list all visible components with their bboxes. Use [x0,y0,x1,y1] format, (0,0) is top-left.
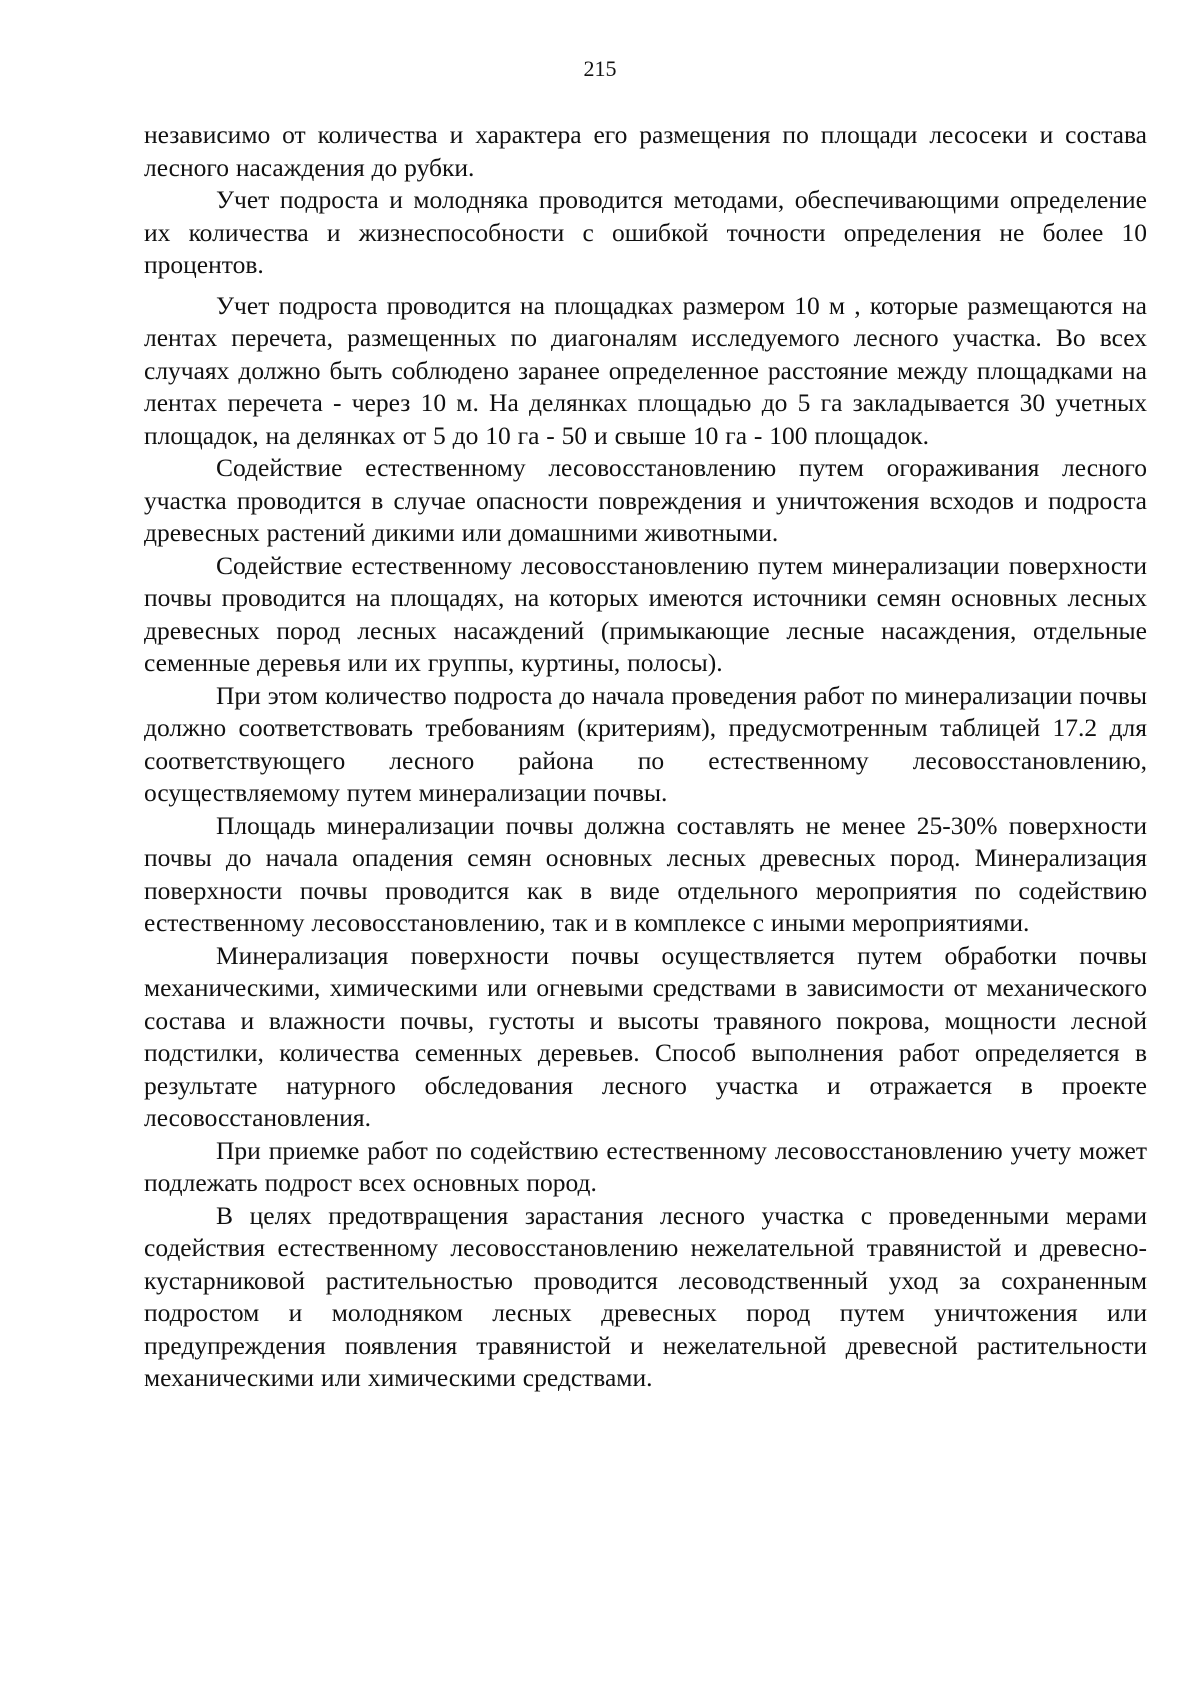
paragraph-4: Содействие естественному лесовосстановлению путем огораживания лесного участка проводится в случае опасности повреждения и уничтожения всходов и подроста древесных растений дикими или домашними животными. [144,453,1147,547]
paragraph-1: независимо от количества и характера его размещения по площади лесосеки и состава лесного насаждения до рубки. [144,120,1147,182]
paragraph-7: Площадь минерализации почвы должна составлять не менее 25-30% поверхности почвы до начала опадения семян основных лесных древесных пород. Минерализация поверхности почвы проводится как в виде отдельного мероприятия по содействию естественному лесовосстановлению, так и в комплексе с иными мероприятиями. [144,810,1147,937]
paragraph-3: Учет подроста проводится на площадках размером 10 м , которые размещаются на лентах перечета, размещенных по диагоналям исследуемого лесного участка. Во всех случаях должно быть соблюдено заранее определенное расстояние между площадками на лентах перечета - через 10 м. На делянках площадью до 5 га закладывается 30 учетных площадок, на делянках от 5 до 10 га - 50 и свыше 10 га - 100 площадок. [144,290,1147,450]
paragraph-5: Содействие естественному лесовосстановлению путем минерализации поверхности почвы проводится на площадях, на которых имеются источники семян основных лесных древесных пород лесных насаждений (примыкающие лесные насаждения, отдельные семенные деревья или их группы, куртины, полосы). [144,550,1147,677]
page-number: 215 [583,56,617,81]
paragraph-8: Минерализация поверхности почвы осуществляется путем обработки почвы механическими, химическими или огневыми средствами в зависимости от механического состава и влажности почвы, густоты и высоты травяного покрова, мощности лесной подстилки, количества семенных деревьев. Способ выполнения работ определяется в результате натурного обследования лесного участка и отражается в проекте лесовосстановления. [144,940,1147,1132]
document-body [144,119,1147,1395]
paragraph-10: В целях предотвращения зарастания лесного участка с проведенными мерами содействия естественному лесовосстановлению нежелательной травянистой и древесно-кустарниковой растительностью проводится лесоводственный уход за сохраненным подростом и молодняком лесных древесных пород путем уничтожения или предупреждения появления травянистой и нежелательной древесной растительности механическими или химическими средствами. [144,1200,1147,1392]
paragraph-2: Учет подроста и молодняка проводится методами, обеспечивающими определение их количества и жизнеспособности с ошибкой точности определения не более 10 процентов. [144,185,1147,279]
paragraph-6: При этом количество подроста до начала проведения работ по минерализации почвы должно соответствовать требованиям (критериям), предусмотренным таблицей 17.2 для соответствующего лесного района по естественному лесовосстановлению, осуществляемому путем минерализации почвы. [144,680,1147,807]
paragraph-9: При приемке работ по содействию естественному лесовосстановлению учету может подлежать подрост всех основных пород. [144,1135,1147,1197]
